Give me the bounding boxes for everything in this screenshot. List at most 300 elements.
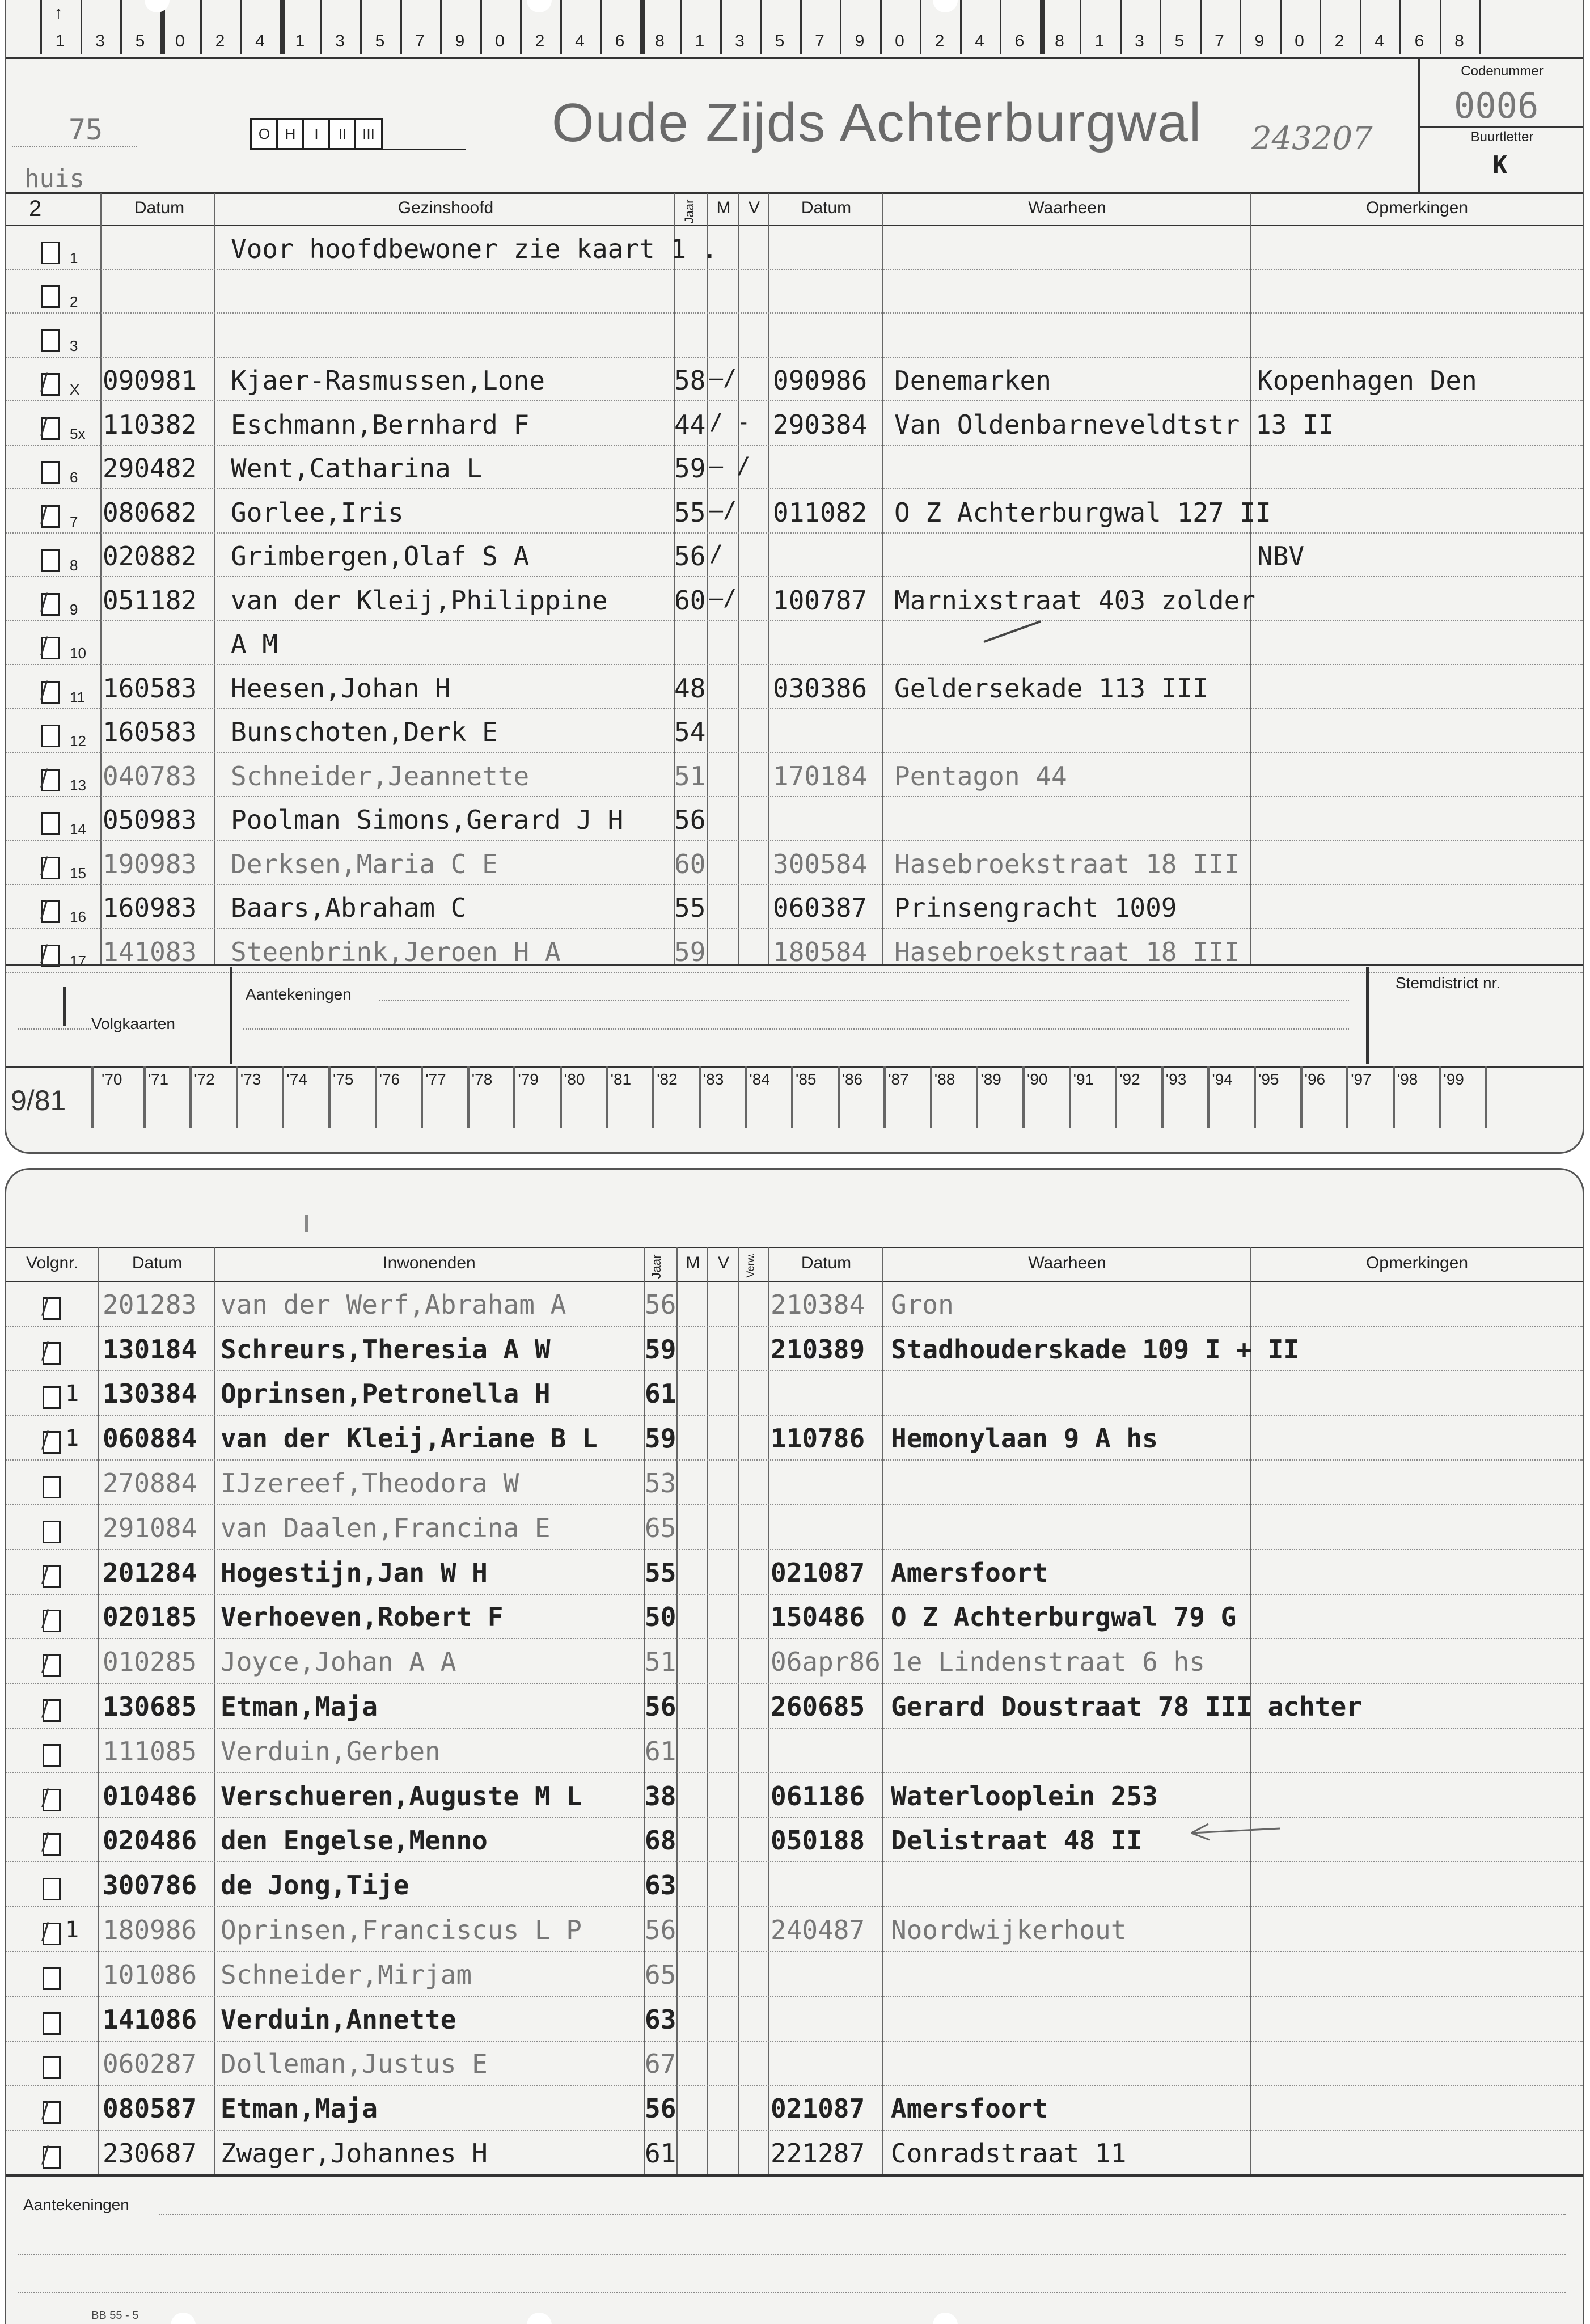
year-tick: [883, 1066, 886, 1128]
col-line: [768, 193, 769, 965]
check-mark-icon: /: [41, 2142, 49, 2168]
row-jaar: 55: [674, 497, 706, 528]
row-datum2: 021087: [771, 1557, 865, 1588]
row-waarheen: Denemarken: [894, 365, 1051, 396]
scale-tick: [680, 0, 682, 54]
row-jaar: 60: [674, 585, 706, 616]
scale-tick: [640, 0, 645, 54]
scale-tick: [240, 0, 242, 54]
row-waarheen: Waterlooplein 253: [891, 1780, 1158, 1811]
year-tick: [1115, 1066, 1117, 1128]
check-mark-icon: /: [40, 633, 48, 659]
col-waarheen: Waarheen: [1028, 198, 1106, 217]
row-datum2: 011082: [773, 497, 868, 528]
row-line: [6, 664, 1583, 665]
year-label: '88: [934, 1070, 955, 1088]
row-datum: 130685: [103, 1691, 197, 1722]
row-line: [6, 1504, 1583, 1505]
row-waarheen: Delistraat 48 II: [891, 1825, 1143, 1856]
row-waarheen: Conradstraat 11: [891, 2138, 1127, 2169]
row-datum: 080587: [103, 2093, 197, 2124]
row-datum: 130384: [103, 1378, 197, 1409]
check-mark-icon: /: [40, 852, 48, 879]
scale-digit: 2: [934, 32, 945, 50]
row-datum: 080682: [103, 497, 197, 528]
scale-tick: [1120, 0, 1122, 54]
row-name: Baars,Abraham C: [231, 892, 467, 923]
year-label: '90: [1027, 1070, 1048, 1088]
house-number: 75: [69, 113, 103, 146]
row-name: IJzereef,Theodora W: [221, 1468, 519, 1498]
row-jaar: 61: [645, 2138, 676, 2169]
row-name: Verhoeven,Robert F: [221, 1602, 504, 1633]
row-jaar: 53: [645, 1468, 676, 1498]
scale-digit: 3: [1135, 32, 1144, 50]
divider: [6, 2174, 1583, 2177]
col-waarheen: Waarheen: [1028, 1254, 1106, 1272]
check-mark-icon: /: [41, 1427, 49, 1454]
col-line: [214, 193, 215, 965]
year-tick: [421, 1066, 423, 1128]
check-mark-icon: /: [40, 413, 48, 439]
row-mv: – /: [709, 453, 751, 479]
scale-tick: [360, 0, 362, 54]
col-v: V: [748, 198, 760, 217]
row-datum2: 061186: [771, 1780, 865, 1811]
year-label: '71: [147, 1070, 169, 1088]
scale-digit: 4: [1375, 32, 1384, 50]
col-v: V: [717, 1254, 729, 1272]
row-opmerkingen: Kopenhagen Den: [1257, 365, 1477, 396]
row-datum2: 110786: [771, 1423, 865, 1454]
row-jaar: 51: [645, 1646, 676, 1678]
row-jaar: 56: [645, 1691, 676, 1722]
row-number: X: [70, 381, 80, 398]
year-label: '93: [1165, 1070, 1187, 1088]
residence-card-front: [5, 0, 1584, 1154]
scale-digit: 3: [95, 32, 105, 50]
scale-digit: 1: [1094, 32, 1105, 50]
scale-tick: [1479, 0, 1481, 54]
year-tick: [976, 1066, 978, 1128]
row-datum: 051182: [103, 585, 197, 616]
scale-tick: [1040, 0, 1045, 54]
col-opmerkingen: Opmerkingen: [1365, 198, 1469, 217]
row-datum2: 210389: [771, 1334, 865, 1365]
aantekeningen-label: Aantekeningen: [23, 2196, 129, 2213]
row-jaar: 60: [674, 848, 706, 879]
row-datum: 290482: [103, 453, 197, 484]
row-number: 6: [70, 469, 78, 486]
row-waarheen: Geldersekade 113 III: [894, 672, 1208, 704]
row-line: [6, 1326, 1583, 1327]
scale-digit: 4: [255, 32, 265, 50]
scale-digit: 3: [735, 32, 745, 50]
scale-tick: [800, 0, 802, 54]
year-tick: [1254, 1066, 1256, 1128]
form-code: 9/81: [11, 1085, 66, 1116]
row-jaar: 63: [645, 1870, 676, 1901]
row-line: [6, 1683, 1583, 1684]
year-tick: [560, 1066, 562, 1128]
row-datum2: 021087: [771, 2093, 865, 2124]
row-number: 1: [70, 249, 78, 266]
scale-digit: 1: [55, 32, 65, 50]
row-datum: 160583: [103, 672, 197, 704]
row-waarheen: Noordwijkerhout: [891, 1915, 1127, 1945]
row-name: Derksen,Maria C E: [231, 848, 498, 879]
year-tick: [189, 1066, 192, 1128]
row-name: Verduin,Annette: [221, 2004, 456, 2035]
code-panel: [1418, 57, 1584, 193]
year-label: '82: [657, 1070, 678, 1088]
row-jaar: 61: [645, 1378, 676, 1409]
row-name: Eschmann,Bernhard F: [231, 409, 530, 440]
scale-digit: 0: [1295, 32, 1304, 50]
row-number: 3: [70, 337, 78, 354]
divider: [1420, 126, 1584, 128]
row-jaar: 54: [674, 717, 706, 747]
col-line: [676, 1247, 678, 2174]
row-jaar: 56: [645, 2093, 676, 2124]
street-name: Oude Zijds Achterburgwal: [552, 92, 1203, 153]
row-waarheen: Gron: [891, 1289, 954, 1320]
checkbox: [43, 1967, 61, 1990]
row-name: Oprinsen,Franciscus L P: [221, 1915, 582, 1945]
row-mv: –/: [709, 497, 737, 523]
row-name: Joyce,Johan A A: [221, 1646, 456, 1678]
year-label: '75: [333, 1070, 354, 1088]
checkbox: [41, 242, 60, 264]
scale-tick: [1000, 0, 1001, 54]
year-label: '86: [841, 1070, 863, 1088]
year-tick: [1300, 1066, 1303, 1128]
year-tick: [1346, 1066, 1348, 1128]
check-mark-icon: /: [41, 1606, 49, 1632]
row-line: [6, 1951, 1583, 1952]
scale-tick: [560, 0, 562, 54]
scale-tick: [1320, 0, 1321, 54]
row-datum: 130184: [103, 1334, 197, 1365]
check-mark-icon: /: [40, 896, 48, 922]
year-tick: [838, 1066, 840, 1128]
check-mark-icon: /: [40, 369, 48, 395]
row-datum2: 030386: [773, 672, 868, 704]
checkbox: [41, 461, 60, 484]
floor-box: H: [276, 118, 305, 150]
row-line: [6, 357, 1583, 358]
scale-digit: 1: [295, 32, 305, 50]
row-datum2: 221287: [771, 2138, 865, 2169]
scale-digit: 7: [1215, 32, 1224, 50]
row-name: Went,Catharina L: [231, 453, 483, 484]
row-datum2: 300584: [773, 848, 868, 879]
year-tick: [143, 1066, 146, 1128]
col-line: [882, 193, 883, 965]
row-name: de Jong,Tije: [221, 1870, 409, 1901]
scale-tick: [1080, 0, 1081, 54]
scale-tick: [280, 0, 285, 54]
col-opmerkingen: Opmerkingen: [1365, 1254, 1469, 1272]
year-divider: [91, 1066, 94, 1128]
year-label: '94: [1212, 1070, 1233, 1088]
divider: [18, 2254, 1566, 2255]
row-datum: 020185: [103, 1602, 197, 1633]
row-jaar: 67: [645, 2048, 676, 2080]
codenummer-label: Codenummer: [1461, 64, 1544, 79]
scale-tick: [960, 0, 962, 54]
scale-digit: 9: [1254, 32, 1265, 50]
row-name: Bunschoten,Derk E: [231, 717, 498, 747]
row-line: [6, 400, 1583, 401]
year-label: '98: [1397, 1070, 1418, 1088]
card-notch: [527, 2313, 552, 2324]
row-datum2: 100787: [773, 585, 868, 616]
row-number: 7: [70, 513, 78, 530]
col-verw: Verw.: [745, 1252, 756, 1278]
row-volgnr: 1: [65, 1381, 79, 1407]
divider: [18, 2292, 1566, 2293]
row-datum: 160583: [103, 717, 197, 747]
row-line: [6, 928, 1583, 929]
row-line: [6, 269, 1583, 270]
row-line: [6, 1459, 1583, 1461]
row-jaar: 58: [674, 365, 706, 396]
volgkaarten-label: Volgkaarten: [91, 1015, 175, 1032]
scale-tick: [720, 0, 722, 54]
row-datum: 010486: [103, 1780, 197, 1811]
col-inwonenden: Inwonenden: [383, 1254, 476, 1272]
scale-digit: 1: [695, 32, 705, 50]
year-label: '78: [471, 1070, 493, 1088]
row-datum: 090981: [103, 365, 197, 396]
row-name: Kjaer-Rasmussen,Lone: [231, 365, 545, 396]
checkbox: [43, 1521, 61, 1543]
divider: [159, 2214, 1566, 2215]
row-datum: 060287: [103, 2048, 197, 2080]
row-name: Schreurs,Theresia A W: [221, 1334, 551, 1365]
row-datum2: 290384: [773, 409, 868, 440]
col-datum: Datum: [134, 198, 185, 217]
year-tick: [606, 1066, 608, 1128]
col-line: [882, 1247, 883, 2174]
col-volgnr: Volgnr.: [26, 1254, 78, 1272]
scale-tick: [320, 0, 322, 54]
row-jaar: 56: [674, 805, 706, 835]
row-waarheen: Marnixstraat 403 zolder: [894, 585, 1255, 616]
scale-tick: [1240, 0, 1241, 54]
pen-stroke: [982, 618, 1044, 644]
year-label: '81: [610, 1070, 632, 1088]
check-mark-icon: /: [41, 1650, 49, 1677]
row-number: 2: [70, 293, 78, 310]
row-line: [6, 1772, 1583, 1773]
row-name: Zwager,Johannes H: [221, 2138, 488, 2169]
col-datum2: Datum: [801, 1254, 852, 1272]
row-name: Etman,Maja: [221, 1691, 378, 1722]
row-waarheen: Hasebroekstraat 18 III: [894, 848, 1240, 879]
col-line: [214, 1247, 215, 2174]
row-jaar: 50: [645, 1602, 676, 1633]
section-number: 2: [29, 196, 42, 221]
row-datum2: 180584: [773, 936, 868, 967]
scale-digit: 9: [455, 32, 465, 50]
floor-underline: [380, 149, 466, 150]
arrow-icon: [1180, 1819, 1282, 1842]
row-jaar: 44: [674, 409, 706, 440]
row-line: [6, 1415, 1583, 1416]
year-tick: [1207, 1066, 1210, 1128]
row-number: 5x: [70, 425, 86, 442]
row-line: [6, 752, 1583, 753]
row-number: 9: [70, 600, 78, 618]
row-datum: 300786: [103, 1870, 197, 1901]
scale-digit: 6: [615, 32, 625, 50]
row-number: 14: [70, 820, 86, 837]
col-line: [1250, 193, 1251, 965]
year-label: '97: [1351, 1070, 1372, 1088]
year-tick: [930, 1066, 932, 1128]
handwritten-code: 243207: [1251, 120, 1373, 157]
row-name: Hogestijn,Jan W H: [221, 1557, 488, 1588]
year-label: '72: [194, 1070, 215, 1088]
year-tick: [1393, 1066, 1395, 1128]
scale-digit: 8: [655, 32, 665, 50]
check-mark-icon: /: [41, 1784, 49, 1811]
year-tick: [791, 1066, 793, 1128]
scale-digit: 0: [495, 32, 505, 50]
mark: [305, 1215, 308, 1232]
row-jaar: 63: [645, 2004, 676, 2035]
year-label: '87: [888, 1070, 909, 1088]
row-mv: –/: [709, 365, 737, 391]
checkbox: [43, 2012, 61, 2035]
row-number: 11: [70, 688, 85, 706]
house-number-field: [12, 113, 137, 147]
row-jaar: 56: [645, 1289, 676, 1320]
col-line: [768, 1247, 769, 2174]
row-name: Steenbrink,Jeroen H A: [231, 936, 561, 967]
row-name: Etman,Maja: [221, 2093, 378, 2124]
year-label: '95: [1258, 1070, 1279, 1088]
scale-tick: [1160, 0, 1161, 54]
row-name: van der Kleij,Ariane B L: [221, 1423, 598, 1454]
scale-digit: 7: [815, 32, 824, 50]
row-waarheen: Amersfoort: [891, 1557, 1048, 1588]
year-label: '91: [1073, 1070, 1094, 1088]
year-label: '70: [102, 1070, 122, 1088]
scale-digit: 4: [975, 32, 984, 50]
checkbox: [41, 329, 60, 352]
row-number: 13: [70, 776, 86, 794]
divider: [6, 964, 1583, 966]
divider: [6, 192, 1583, 194]
divider: [243, 1028, 1349, 1030]
scale-digit: 8: [1454, 32, 1464, 50]
year-label: '80: [564, 1070, 585, 1088]
row-datum2: 240487: [771, 1915, 865, 1945]
scale-digit: 2: [215, 32, 225, 50]
row-datum: 230687: [103, 2138, 197, 2169]
col-jaar: Jaar: [649, 1254, 663, 1279]
row-waarheen: Pentagon 44: [894, 760, 1067, 791]
col-line: [100, 193, 102, 965]
row-jaar: 68: [645, 1825, 676, 1856]
footer-code: BB 55 - 5: [91, 2309, 139, 2322]
row-datum2: 090986: [773, 365, 868, 396]
row-line: [6, 1638, 1583, 1639]
check-mark-icon: /: [41, 1337, 49, 1364]
row-datum: 020882: [103, 541, 197, 572]
row-line: [6, 796, 1583, 797]
year-tick: [1439, 1066, 1441, 1128]
year-label: '79: [518, 1070, 539, 1088]
row-volgnr: 1: [65, 1917, 79, 1943]
floor-box: II: [328, 118, 357, 150]
row-line: [6, 532, 1583, 534]
check-mark-icon: /: [41, 1561, 49, 1588]
arrow-up-icon: ↑: [54, 3, 63, 22]
divider: [6, 1247, 1583, 1248]
check-mark-icon: /: [41, 1919, 49, 1945]
divider: [18, 1028, 91, 1030]
checkbox: [43, 2056, 61, 2079]
house-word: huis: [24, 164, 84, 193]
aantekeningen-label: Aantekeningen: [246, 985, 352, 1003]
year-tick: [1485, 1066, 1487, 1128]
residence-card-back: [5, 1168, 1584, 2324]
scale-digit: 5: [1174, 32, 1185, 50]
check-mark-icon: /: [40, 501, 48, 527]
row-datum: 040783: [103, 760, 197, 791]
divider: [1367, 967, 1376, 1064]
row-name: A M: [231, 629, 278, 659]
row-datum: 101086: [103, 1959, 197, 1990]
col-line: [738, 193, 739, 965]
row-line: [6, 2130, 1583, 2131]
col-gezinshoofd: Gezinshoofd: [398, 198, 494, 217]
row-waarheen: Stadhouderskade 109 I + II: [891, 1334, 1300, 1365]
row-datum: 020486: [103, 1825, 197, 1856]
row-name: Verschueren,Auguste M L: [221, 1780, 582, 1811]
row-number: 8: [70, 557, 78, 574]
row-name: Poolman Simons,Gerard J H: [231, 805, 624, 835]
row-datum2: 210384: [771, 1289, 865, 1320]
row-opmerkingen: NBV: [1257, 541, 1305, 572]
buurtletter-label: Buurtletter: [1470, 129, 1534, 145]
row-datum: 060884: [103, 1423, 197, 1454]
divider: [6, 57, 1583, 59]
scale-tick: [200, 0, 202, 54]
card-notch: [933, 2313, 958, 2324]
check-mark-icon: /: [40, 940, 48, 967]
col-m: M: [716, 198, 731, 217]
row-datum2: 260685: [771, 1691, 865, 1722]
row-line: [6, 2085, 1583, 2086]
floor-box: O: [250, 118, 278, 150]
row-line: [6, 1906, 1583, 1907]
checkbox: [41, 549, 60, 572]
row-line: [6, 1817, 1583, 1818]
buurtletter-value: K: [1492, 151, 1508, 180]
scale-digit: 2: [535, 32, 545, 50]
checkbox: [41, 285, 60, 308]
scale-tick: [1360, 0, 1361, 54]
scale-digit: 6: [1414, 32, 1424, 50]
row-line: [6, 1728, 1583, 1729]
scale-tick: [400, 0, 402, 54]
year-label: '92: [1119, 1070, 1140, 1088]
